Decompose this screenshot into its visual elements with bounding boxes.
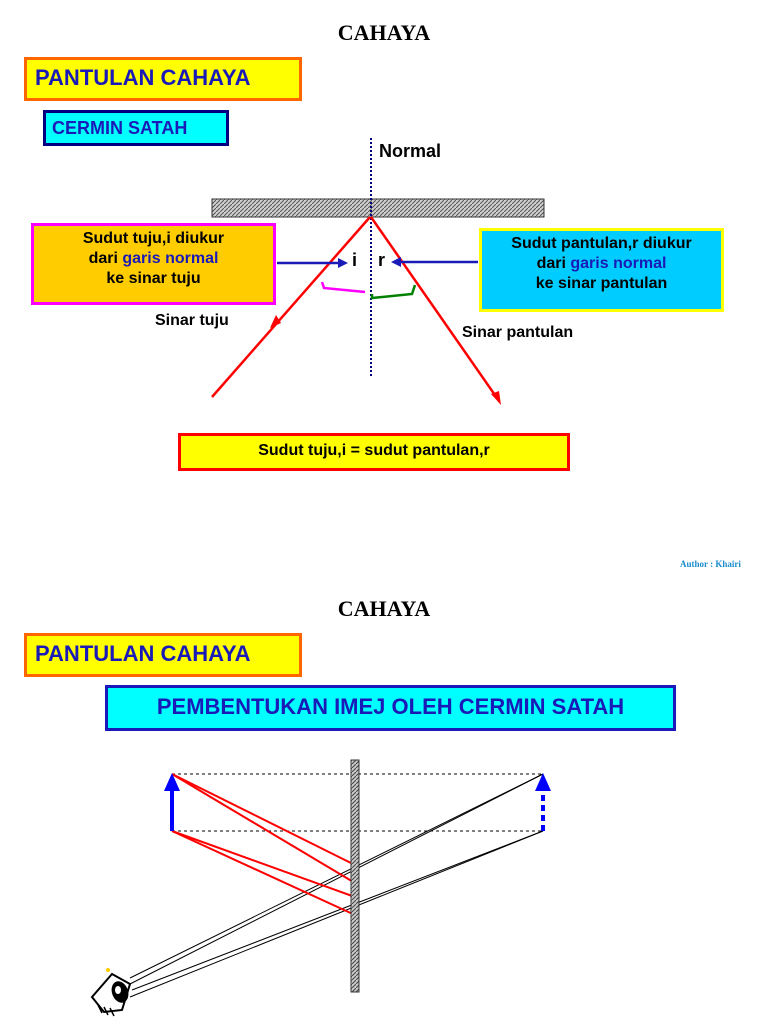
reflection-angle-garis-normal: garis normal: [570, 255, 667, 272]
red-ray-1: [172, 774, 355, 865]
incident-ray-label: Sinar tuju: [155, 312, 229, 329]
red-ray-2: [172, 774, 355, 883]
red-ray-4: [172, 831, 355, 915]
reflection-angle-line2-pre: dari: [536, 255, 571, 272]
virtual-ray-bottom: [132, 831, 543, 990]
virtual-ray-top-2: [128, 774, 543, 985]
reflection-angle-line3: ke sinar pantulan: [535, 275, 668, 292]
reflection-angle-line1: Sudut pantulan,r diukur: [511, 235, 692, 252]
virtual-ray-top: [130, 774, 543, 978]
eye-icon: [92, 968, 131, 1016]
incident-angle-line3: ke sinar tuju: [106, 270, 201, 287]
angle-r-label: r: [378, 250, 386, 270]
reflection-law-box: Sudut tuju,i = sudut pantulan,r: [178, 433, 570, 471]
incident-angle-line1: Sudut tuju,i diukur: [82, 230, 225, 247]
slide1-heading: PANTULAN CAHAYA: [24, 57, 302, 101]
angle-i-label: i: [352, 250, 358, 270]
normal-label: Normal: [379, 141, 442, 161]
red-ray-3: [172, 831, 355, 897]
image-arrow-icon: [535, 773, 551, 791]
slide2-title: CAHAYA: [337, 596, 431, 621]
slide1-title: CAHAYA: [337, 20, 431, 45]
slide2-subheading: PEMBENTUKAN IMEJ OLEH CERMIN SATAH: [105, 685, 676, 731]
incident-angle-garis-normal: garis normal: [122, 250, 219, 267]
slide1-subheading: CERMIN SATAH: [43, 110, 229, 146]
reflected-ray-label: Sinar pantulan: [462, 324, 574, 341]
plane-mirror-vertical: [351, 760, 359, 992]
incident-angle-line2-pre: dari: [88, 250, 123, 267]
author-credit: Author : Khairi: [680, 559, 741, 569]
slide2-heading: PANTULAN CAHAYA: [24, 633, 302, 677]
